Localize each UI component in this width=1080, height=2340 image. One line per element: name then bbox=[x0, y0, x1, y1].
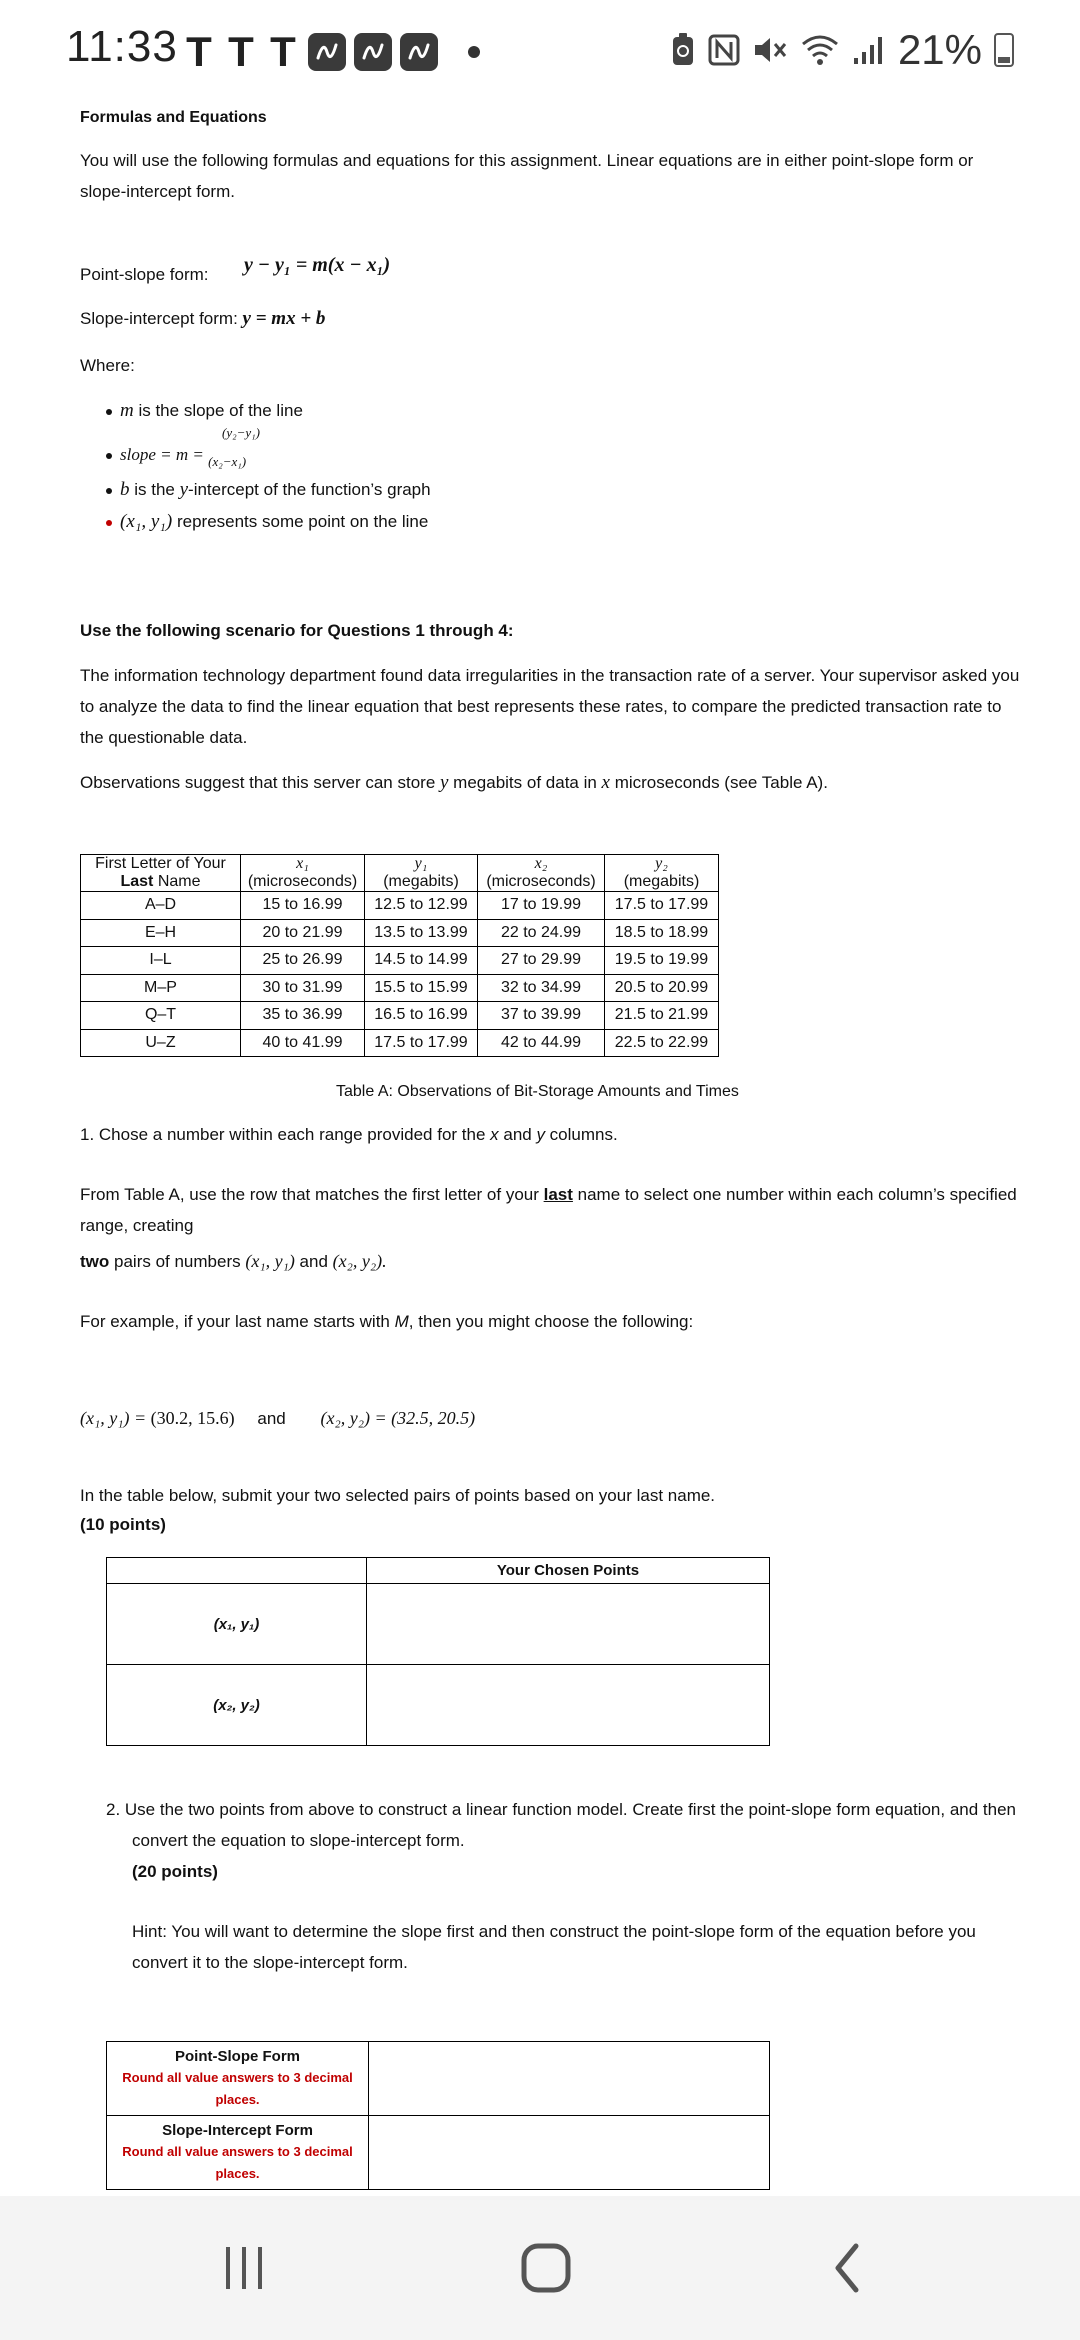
table-row: A–D 15 to 16.99 12.5 to 12.99 17 to 19.99 17.5 to 17.99 bbox=[81, 892, 719, 920]
section-heading: Formulas and Equations bbox=[80, 109, 267, 126]
battery-icon bbox=[994, 33, 1014, 67]
list-item: b is the y-intercept of the function’s graph bbox=[106, 476, 431, 504]
scenario-heading: Use the following scenario for Questions 1 through 4: bbox=[80, 621, 514, 640]
row-label: Point-Slope Form Round all value answers to 3 decimal places. bbox=[107, 2042, 369, 2116]
column-header: First Letter of Your Last Name bbox=[81, 855, 241, 892]
battery-saver-icon bbox=[670, 32, 696, 68]
notification-icons bbox=[182, 28, 480, 76]
t-app-icon: T bbox=[186, 28, 212, 75]
table-row: Q–T 35 to 36.99 16.5 to 16.99 37 to 39.99 21.5 to 21.99 bbox=[81, 1002, 719, 1030]
table-row: M–P 30 to 31.99 15.5 to 15.99 32 to 34.99 20.5 to 20.99 bbox=[81, 974, 719, 1002]
home-icon bbox=[519, 2241, 573, 2295]
nfc-icon bbox=[708, 34, 740, 66]
list-item: (x₁, y₁) represents some point on the line bbox=[106, 508, 428, 536]
home-button[interactable] bbox=[506, 2236, 586, 2300]
column-header: x₁ (microseconds) bbox=[241, 855, 365, 892]
back-icon bbox=[828, 2241, 868, 2295]
column-header: y₁ (megabits) bbox=[365, 855, 478, 892]
column-header: Your Chosen Points bbox=[367, 1558, 770, 1584]
where-label: Where: bbox=[80, 356, 135, 375]
observation-paragraph: Observations suggest that this server can store y megabits of data in x microseconds (see Table A). bbox=[80, 772, 828, 793]
t-app-icon: T bbox=[228, 28, 254, 75]
question-1: 1. Chose a number within each range provided for the x and y columns. bbox=[80, 1125, 618, 1144]
status-time: 11:33 bbox=[66, 22, 178, 71]
wifi-icon bbox=[800, 33, 840, 67]
example-intro: For example, if your last name starts with M, then you might choose the following: bbox=[80, 1312, 694, 1331]
t-app-icon: T bbox=[270, 28, 296, 75]
table-row bbox=[107, 2042, 770, 2116]
scenario-paragraph: The information technology department found data irregularities in the transaction rate of a server. Your supervisor asked you to analyze the data to find the linear equation that best represents these rates, to compare the predicted transaction rate to the questionable data. bbox=[80, 666, 1020, 747]
column-header: y₂ (megabits) bbox=[605, 855, 719, 892]
table-row: E–H 20 to 21.99 13.5 to 13.99 22 to 24.99 18.5 to 18.99 bbox=[81, 919, 719, 947]
mute-icon bbox=[752, 34, 788, 66]
slope-intercept-label: Slope-intercept form: y = mx + b bbox=[80, 308, 326, 329]
table-a-caption: Table A: Observations of Bit-Storage Amounts and Times bbox=[336, 1083, 739, 1100]
slope-intercept-equation: y = mx + b bbox=[242, 308, 326, 329]
system-icons bbox=[670, 26, 1014, 74]
recent-apps-button[interactable] bbox=[204, 2236, 284, 2300]
hint-paragraph: Hint: You will want to determine the slope first and then construct the point-slope form of the equation before you convert it to the slope-intercept form. bbox=[132, 1922, 976, 1972]
answer-cell[interactable] bbox=[367, 1584, 770, 1665]
answer-cell[interactable] bbox=[369, 2042, 770, 2116]
answer-cell[interactable] bbox=[369, 2116, 770, 2190]
recent-apps-icon bbox=[220, 2243, 268, 2293]
row-label: Slope-Intercept Form Round all value answers to 3 decimal places. bbox=[107, 2116, 369, 2190]
app-notification-icon bbox=[354, 33, 392, 71]
table-row: U–Z 40 to 41.99 17.5 to 17.99 42 to 44.99 22.5 to 22.99 bbox=[81, 1029, 719, 1057]
points-label: (10 points) bbox=[80, 1515, 166, 1534]
answer-form-table bbox=[106, 2041, 770, 2190]
intro-paragraph: You will use the following formulas and equations for this assignment. Linear equations are in either point-slope form or slope-intercept form. bbox=[80, 151, 974, 201]
chosen-points-table bbox=[106, 1557, 770, 1746]
more-notifications-dot-icon bbox=[468, 46, 480, 58]
empty-header bbox=[107, 1558, 367, 1584]
signal-icon bbox=[852, 34, 886, 66]
table-row: I–L 25 to 26.99 14.5 to 14.99 27 to 29.99 19.5 to 19.99 bbox=[81, 947, 719, 975]
navigation-bar bbox=[0, 2196, 1080, 2340]
point-slope-equation: y − y₁ = m(x − x₁) bbox=[244, 254, 391, 276]
list-item: m is the slope of the line bbox=[106, 397, 303, 425]
points-label: (20 points) bbox=[132, 1862, 218, 1881]
table-row bbox=[107, 2116, 770, 2190]
submit-instruction: In the table below, submit your two selected pairs of points based on your last name. bbox=[80, 1486, 716, 1505]
column-header: x₂ (microseconds) bbox=[478, 855, 605, 892]
table-row bbox=[107, 1665, 770, 1746]
question-1-instruction-line2: two pairs of numbers (x₁, y₁) and (x₂, y₂). bbox=[80, 1251, 387, 1271]
row-label: (x₁, y₁) bbox=[107, 1584, 367, 1665]
app-notification-icon bbox=[308, 33, 346, 71]
back-button[interactable] bbox=[808, 2236, 888, 2300]
answer-cell[interactable] bbox=[367, 1665, 770, 1746]
question-2: 2. Use the two points from above to construct a linear function model. Create first the point-slope form equation, and then convert the equation to slope-intercept form. bbox=[106, 1800, 1016, 1850]
status-bar bbox=[0, 0, 1080, 100]
point-slope-label: Point-slope form: bbox=[80, 265, 209, 284]
example-values: (x₁, y₁) = (30.2, 15.6) and (x₂, y₂) = (32.5, 20.5) bbox=[80, 1408, 476, 1428]
app-notification-icon bbox=[400, 33, 438, 71]
table-a bbox=[80, 854, 719, 1057]
battery-percent: 21% bbox=[897, 26, 982, 73]
question-1-instruction-line1: From Table A, use the row that matches the first letter of your last name to select one number within each column’s specified range, creating bbox=[80, 1185, 1017, 1235]
table-row bbox=[107, 1584, 770, 1665]
row-label: (x₂, y₂) bbox=[107, 1665, 367, 1746]
